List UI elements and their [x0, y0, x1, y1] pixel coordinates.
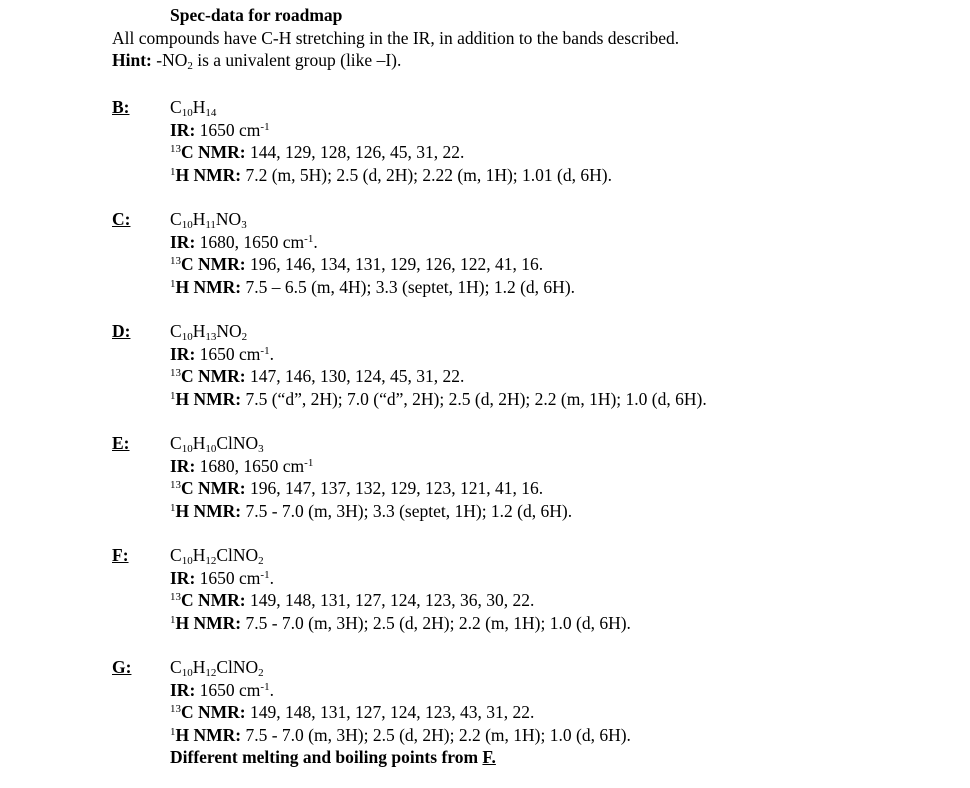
- formula-text: NO: [216, 321, 242, 341]
- h1-superscript: 1: [170, 165, 176, 178]
- formula-text: C: [170, 97, 182, 117]
- ir-end: .: [269, 343, 274, 364]
- h1-superscript: 1: [170, 613, 176, 626]
- compound-data: [170, 432, 572, 522]
- h1-superscript: 1: [170, 725, 176, 738]
- h1-values: 7.5 (“d”, 2H); 7.0 (“d”, 2H); 2.5 (d, 2H); 2.2 (m, 1H); 1.0 (d, 6H).: [241, 388, 707, 409]
- ir-end: .: [269, 679, 274, 700]
- ir-end: .: [313, 231, 318, 252]
- formula-subscript: 10: [205, 443, 217, 455]
- compound-label: C:: [112, 209, 131, 229]
- ir-label: IR:: [170, 343, 196, 364]
- formula-text: NO: [215, 209, 242, 229]
- h1-nmr-line: [170, 276, 575, 299]
- hint-pre: -NO: [156, 50, 188, 70]
- hint-post: is a univalent group (like –I).: [192, 50, 402, 70]
- formula-text: H: [192, 433, 206, 453]
- formula-subscript: 10: [181, 219, 193, 231]
- hint-label: Hint:: [112, 50, 152, 70]
- h1-values: 7.5 - 7.0 (m, 3H); 3.3 (septet, 1H); 1.2 (d, 6H).: [241, 500, 573, 521]
- formula-text: C: [170, 321, 182, 341]
- formula-text: C: [170, 657, 182, 677]
- c13-values: 196, 147, 137, 132, 129, 123, 121, 41, 16.: [245, 478, 544, 498]
- compound-data: [170, 208, 575, 298]
- c13-superscript: 13: [170, 591, 181, 603]
- intro-text: [112, 27, 679, 71]
- h1-label: H NMR:: [175, 388, 242, 409]
- formula-text: H: [192, 97, 206, 117]
- formula-text: H: [192, 209, 206, 229]
- ir-label: IR:: [170, 119, 196, 140]
- c13-label: C NMR:: [181, 478, 246, 498]
- c13-nmr-line: [170, 365, 707, 388]
- h1-label: H NMR:: [175, 500, 242, 521]
- formula-text: ClNO: [216, 545, 259, 565]
- c13-nmr-line: [170, 477, 572, 500]
- ir-values: 1650 cm: [195, 679, 261, 700]
- ir-line: [170, 343, 707, 366]
- formula-text: H: [192, 321, 206, 341]
- formula-text: C: [170, 545, 182, 565]
- compound-data: [170, 320, 707, 410]
- h1-label: H NMR:: [175, 612, 242, 633]
- h1-values: 7.5 - 7.0 (m, 3H); 2.5 (d, 2H); 2.2 (m, 1H); 1.0 (d, 6H).: [241, 612, 631, 633]
- ir-unit-exponent: -1: [260, 120, 270, 133]
- ir-label: IR:: [170, 455, 196, 476]
- ir-values: 1650 cm: [195, 119, 261, 140]
- c13-values: 149, 148, 131, 127, 124, 123, 36, 30, 22.: [245, 590, 535, 610]
- compound-label: D:: [112, 321, 131, 341]
- formula-subscript: 11: [205, 219, 216, 231]
- h1-superscript: 1: [170, 501, 176, 514]
- hint-subscript: 2: [187, 60, 193, 72]
- compound-label: F:: [112, 545, 129, 565]
- formula-text: C: [170, 209, 182, 229]
- ir-unit-exponent: -1: [304, 456, 314, 469]
- h1-label: H NMR:: [175, 724, 242, 745]
- ir-line: [170, 679, 631, 702]
- h1-nmr-line: [170, 164, 612, 187]
- c13-label: C NMR:: [181, 142, 246, 162]
- formula-line: [170, 544, 631, 567]
- ir-line: [170, 231, 575, 254]
- formula-line: [170, 656, 631, 679]
- c13-values: 147, 146, 130, 124, 45, 31, 22.: [245, 366, 465, 386]
- c13-superscript: 13: [170, 367, 181, 379]
- c13-label: C NMR:: [181, 254, 246, 274]
- compound-label: E:: [112, 433, 130, 453]
- formula-line: [170, 208, 575, 231]
- document-title: Spec-data for roadmap: [170, 5, 343, 25]
- c13-values: 149, 148, 131, 127, 124, 123, 43, 31, 22.: [245, 702, 535, 722]
- formula-subscript: 12: [205, 555, 217, 567]
- note-reference: F.: [482, 747, 496, 767]
- h1-nmr-line: [170, 612, 631, 635]
- formula-subscript: 2: [258, 555, 264, 567]
- c13-nmr-line: [170, 141, 612, 164]
- formula-subscript: 2: [241, 331, 248, 343]
- formula-subscript: 10: [181, 331, 193, 343]
- c13-nmr-line: [170, 253, 575, 276]
- h1-nmr-line: [170, 724, 631, 747]
- ir-values: 1680, 1650 cm: [195, 231, 305, 252]
- h1-label: H NMR:: [175, 276, 242, 297]
- c13-nmr-line: [170, 589, 631, 612]
- c13-nmr-line: [170, 701, 631, 724]
- c13-superscript: 13: [170, 255, 181, 267]
- ir-unit-exponent: -1: [260, 568, 270, 581]
- h1-label: H NMR:: [175, 164, 242, 185]
- ir-values: 1650 cm: [195, 343, 261, 364]
- hint-line: [112, 49, 679, 71]
- compound-note: [170, 746, 631, 769]
- ir-line: [170, 119, 612, 142]
- formula-subscript: 13: [205, 331, 217, 343]
- formula-subscript: 12: [205, 667, 217, 679]
- compound-data: [170, 96, 612, 186]
- h1-values: 7.2 (m, 5H); 2.5 (d, 2H); 2.22 (m, 1H); 1.01 (d, 6H).: [241, 164, 612, 185]
- c13-superscript: 13: [170, 703, 181, 715]
- ir-unit-exponent: -1: [260, 680, 270, 693]
- formula-text: ClNO: [216, 657, 259, 677]
- ir-label: IR:: [170, 567, 196, 588]
- c13-label: C NMR:: [181, 590, 246, 610]
- formula-subscript: 3: [241, 219, 247, 231]
- ir-label: IR:: [170, 679, 196, 700]
- c13-values: 144, 129, 128, 126, 45, 31, 22.: [245, 142, 465, 162]
- formula-text: H: [192, 545, 206, 565]
- ir-line: [170, 567, 631, 590]
- formula-subscript: 14: [205, 107, 217, 119]
- c13-values: 196, 146, 134, 131, 129, 126, 122, 41, 16.: [245, 254, 544, 274]
- intro-line: All compounds have C-H stretching in the IR, in addition to the bands described.: [112, 28, 680, 48]
- formula-subscript: 10: [181, 107, 193, 119]
- c13-label: C NMR:: [181, 366, 246, 386]
- formula-subscript: 3: [258, 443, 264, 455]
- c13-label: C NMR:: [181, 702, 246, 722]
- formula-subscript: 10: [181, 443, 193, 455]
- formula-subscript: 10: [181, 667, 193, 679]
- formula-text: H: [192, 657, 206, 677]
- h1-nmr-line: [170, 500, 572, 523]
- formula-subscript: 2: [258, 667, 264, 679]
- formula-line: [170, 432, 572, 455]
- h1-values: 7.5 - 7.0 (m, 3H); 2.5 (d, 2H); 2.2 (m, 1H); 1.0 (d, 6H).: [241, 724, 631, 745]
- c13-superscript: 13: [170, 143, 181, 155]
- h1-nmr-line: [170, 388, 707, 411]
- formula-line: [170, 320, 707, 343]
- compound-label: G:: [112, 657, 132, 677]
- formula-subscript: 10: [181, 555, 193, 567]
- ir-label: IR:: [170, 231, 196, 252]
- compound-data: [170, 544, 631, 634]
- ir-values: 1680, 1650 cm: [195, 455, 305, 476]
- compound-data: [170, 656, 631, 769]
- ir-values: 1650 cm: [195, 567, 261, 588]
- ir-line: [170, 455, 572, 478]
- compound-label: B:: [112, 97, 130, 117]
- note-text: Different melting and boiling points from: [170, 747, 483, 767]
- c13-superscript: 13: [170, 479, 181, 491]
- h1-values: 7.5 – 6.5 (m, 4H); 3.3 (septet, 1H); 1.2 (d, 6H).: [241, 276, 576, 297]
- formula-text: ClNO: [216, 433, 259, 453]
- ir-unit-exponent: -1: [304, 232, 314, 245]
- h1-superscript: 1: [170, 389, 176, 402]
- ir-unit-exponent: -1: [260, 344, 270, 357]
- formula-line: [170, 96, 612, 119]
- formula-text: C: [170, 433, 182, 453]
- h1-superscript: 1: [170, 277, 176, 290]
- ir-end: .: [269, 567, 274, 588]
